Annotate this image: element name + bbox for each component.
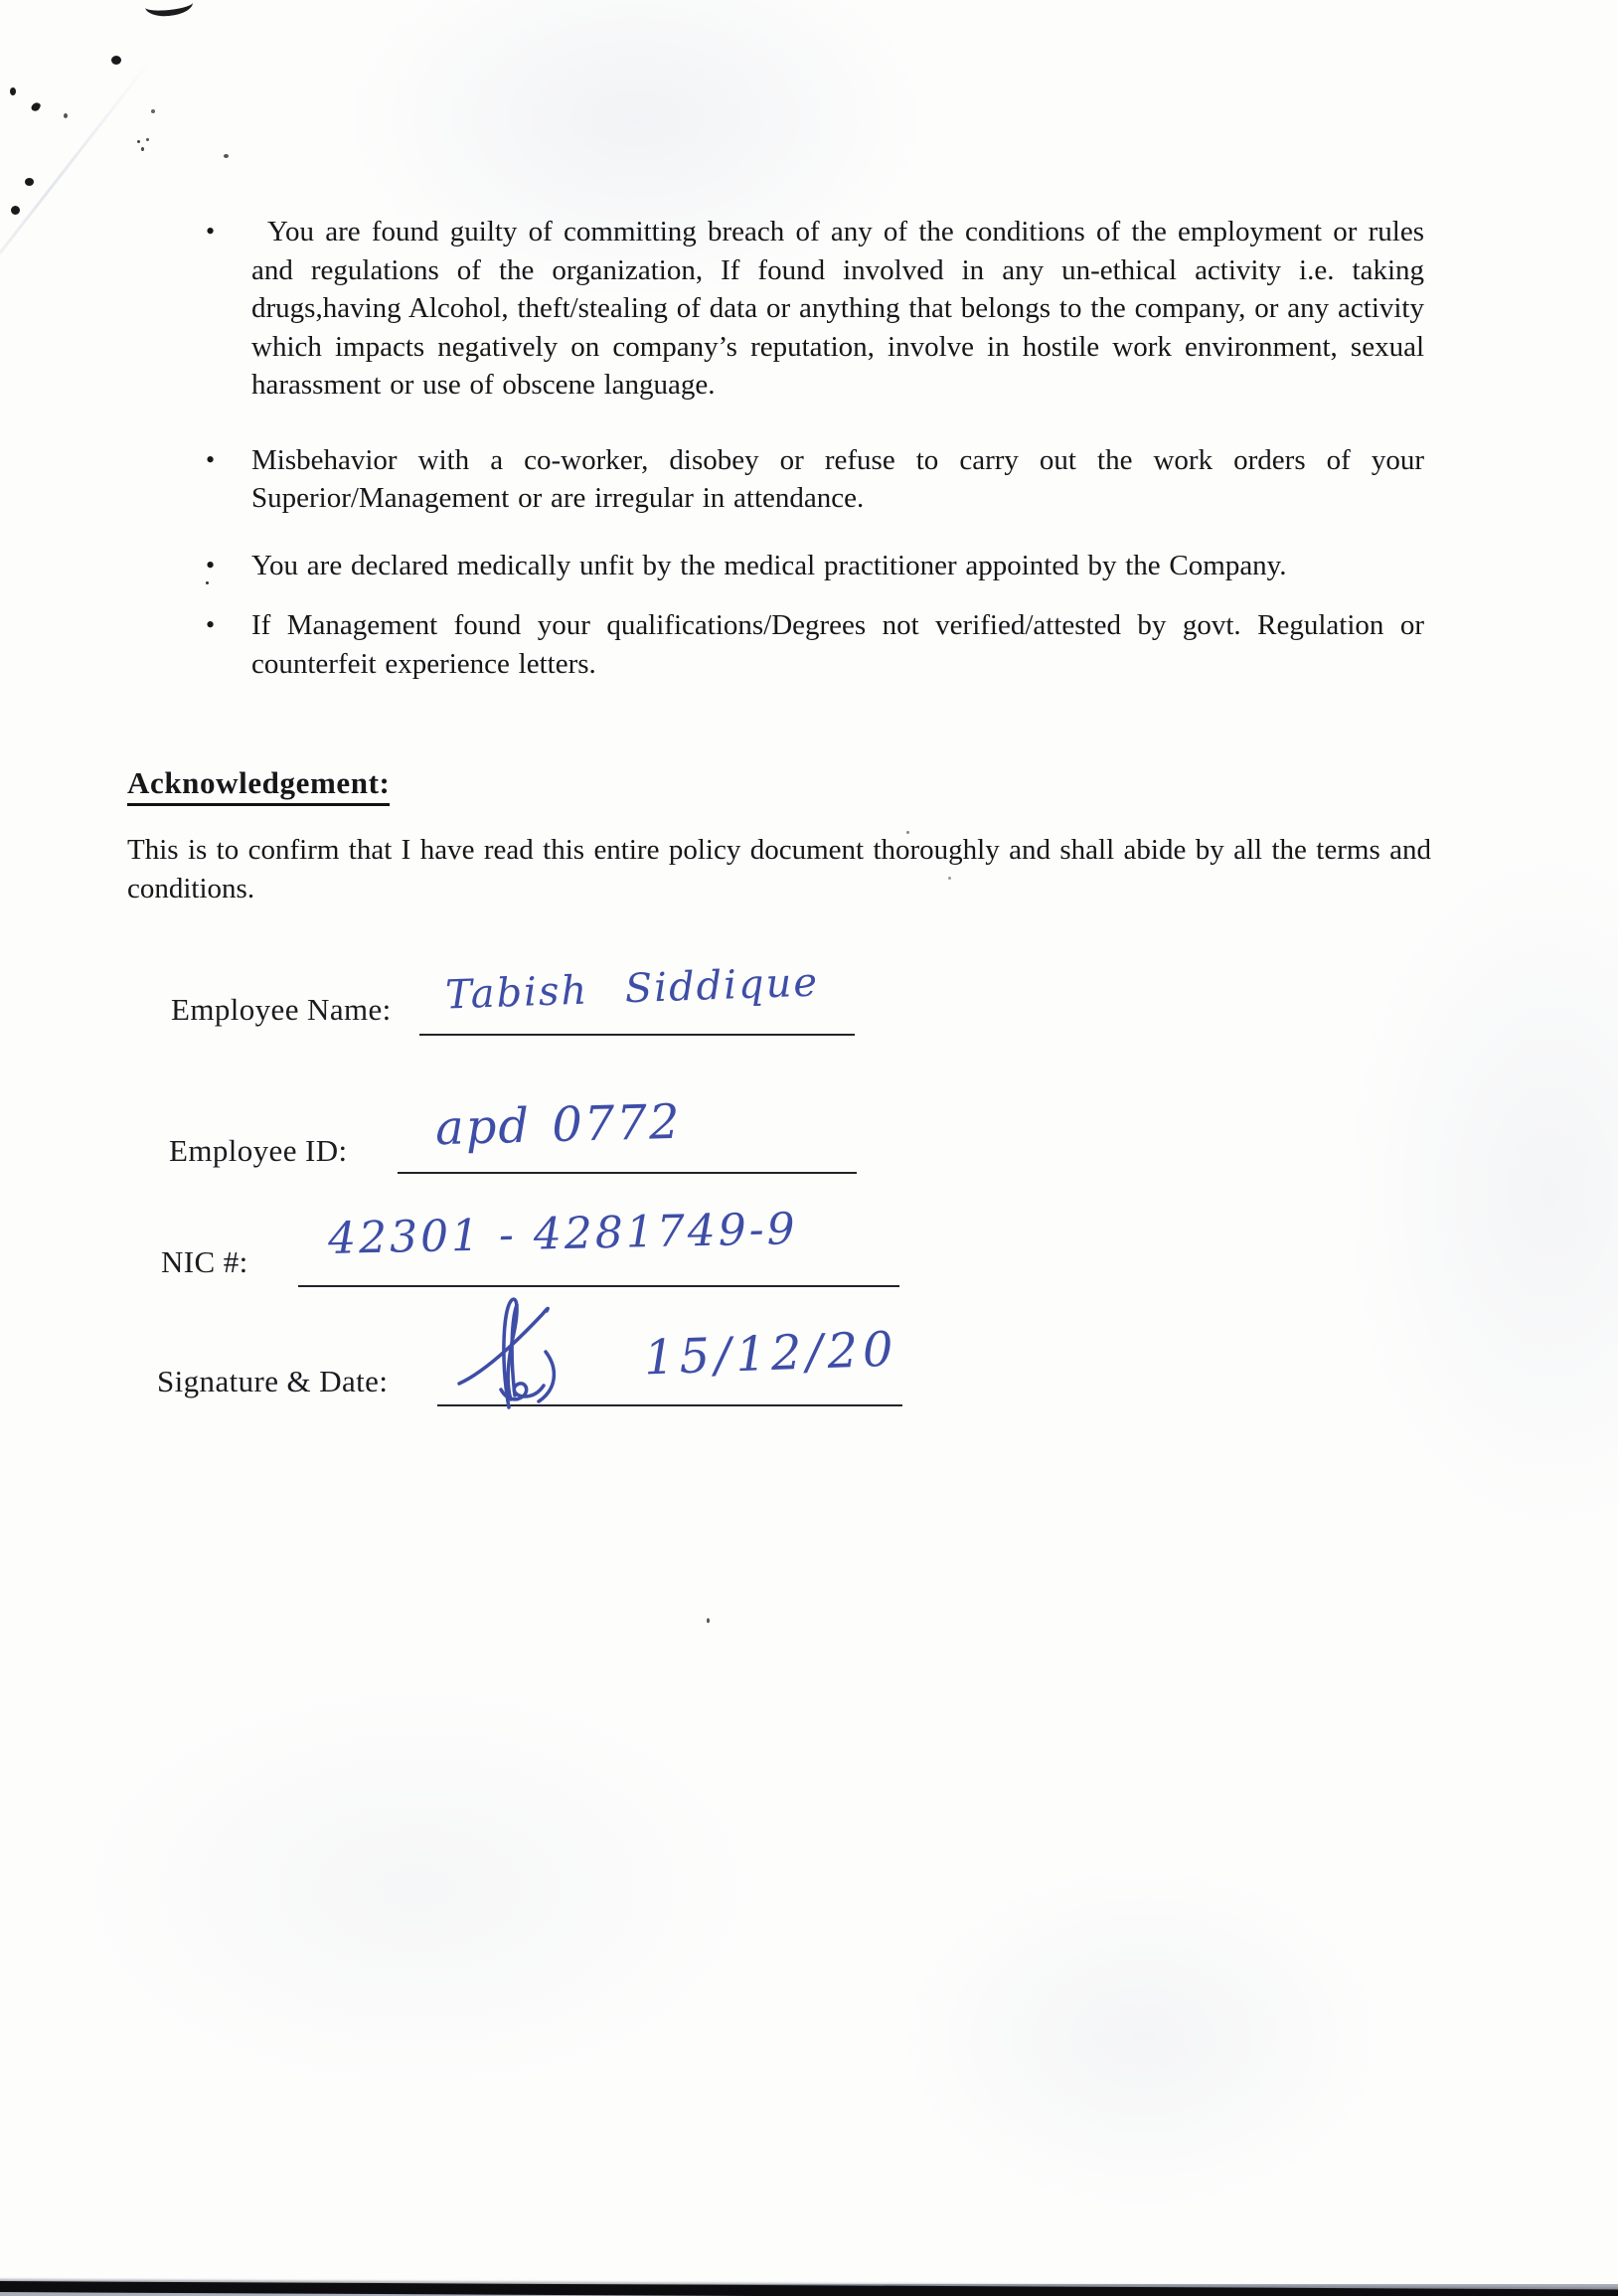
bullet-item: [204, 547, 1424, 585]
ink-speck: [11, 206, 20, 215]
acknowledgement-paragraph: This is to confirm that I have read this entire policy document thoroughly and shall abide by all the terms and conditions.: [127, 834, 1431, 904]
employee-name-label: Employee Name:: [171, 992, 392, 1027]
paper-crease: [0, 60, 151, 320]
ink-speck: [141, 147, 144, 151]
ink-speck: [30, 101, 41, 113]
ink-speck: [25, 178, 34, 186]
ink-speck: [64, 113, 68, 118]
ink-speck: [146, 138, 149, 141]
bullet-icon: •: [206, 610, 216, 639]
bullet-text: Misbehavior with a co-worker, disobey or refuse to carry out the work orders of your Superior/Management or are irregular in attendance.: [251, 443, 1424, 514]
bullet-item: [204, 213, 1424, 405]
scan-mark: [144, 0, 194, 18]
nic-line: [298, 1285, 899, 1287]
ink-speck: [137, 140, 140, 143]
ink-speck: [151, 109, 155, 113]
bullet-icon: •: [206, 217, 216, 246]
policy-bullet-list: [204, 213, 1424, 683]
acknowledgement-heading: Acknowledgement:: [127, 765, 390, 806]
bullet-icon: •: [206, 444, 216, 474]
signature-date-label: Signature & Date:: [157, 1364, 389, 1398]
bullet-icon: •: [206, 550, 216, 579]
ink-speck: [707, 1618, 710, 1623]
employee-name-line: [419, 1034, 855, 1036]
nic-label: NIC #:: [161, 1244, 248, 1279]
ink-speck: [10, 87, 16, 95]
bullet-text: You are found guilty of committing breach of any of the conditions of the employment or rules and regulations of the organization, If found involved in any un-ethical activity i.e. taking drugs,having Alcohol, theft/stealing of data or anything that belongs to the company, or any activity which impacts negatively on company’s reputation, involve in hostile work environment, sexual harassment or use of obscene language.: [251, 216, 1424, 401]
nic-handwritten-value: 42301 - 4281749-9: [327, 1204, 799, 1264]
employee-id-label: Employee ID:: [169, 1133, 348, 1168]
ink-speck: [111, 56, 121, 65]
employee-name-handwritten-value: Tabish Siddique: [444, 959, 820, 1019]
signature-scribble: [449, 1292, 588, 1421]
signature-date-handwritten-value: 15/12/20: [643, 1321, 899, 1387]
ink-speck: [224, 154, 229, 158]
bullet-text: You are declared medically unfit by the medical practitioner appointed by the Company.: [251, 549, 1287, 581]
bullet-text: If Management found your qualifications/Degrees not verified/attested by govt. Regulation or counterfeit experience letters.: [251, 609, 1424, 680]
employee-id-line: [398, 1172, 857, 1174]
employee-id-handwritten-value: apd 0772: [434, 1093, 683, 1157]
bullet-item: [204, 606, 1424, 683]
bullet-item: [204, 441, 1424, 518]
